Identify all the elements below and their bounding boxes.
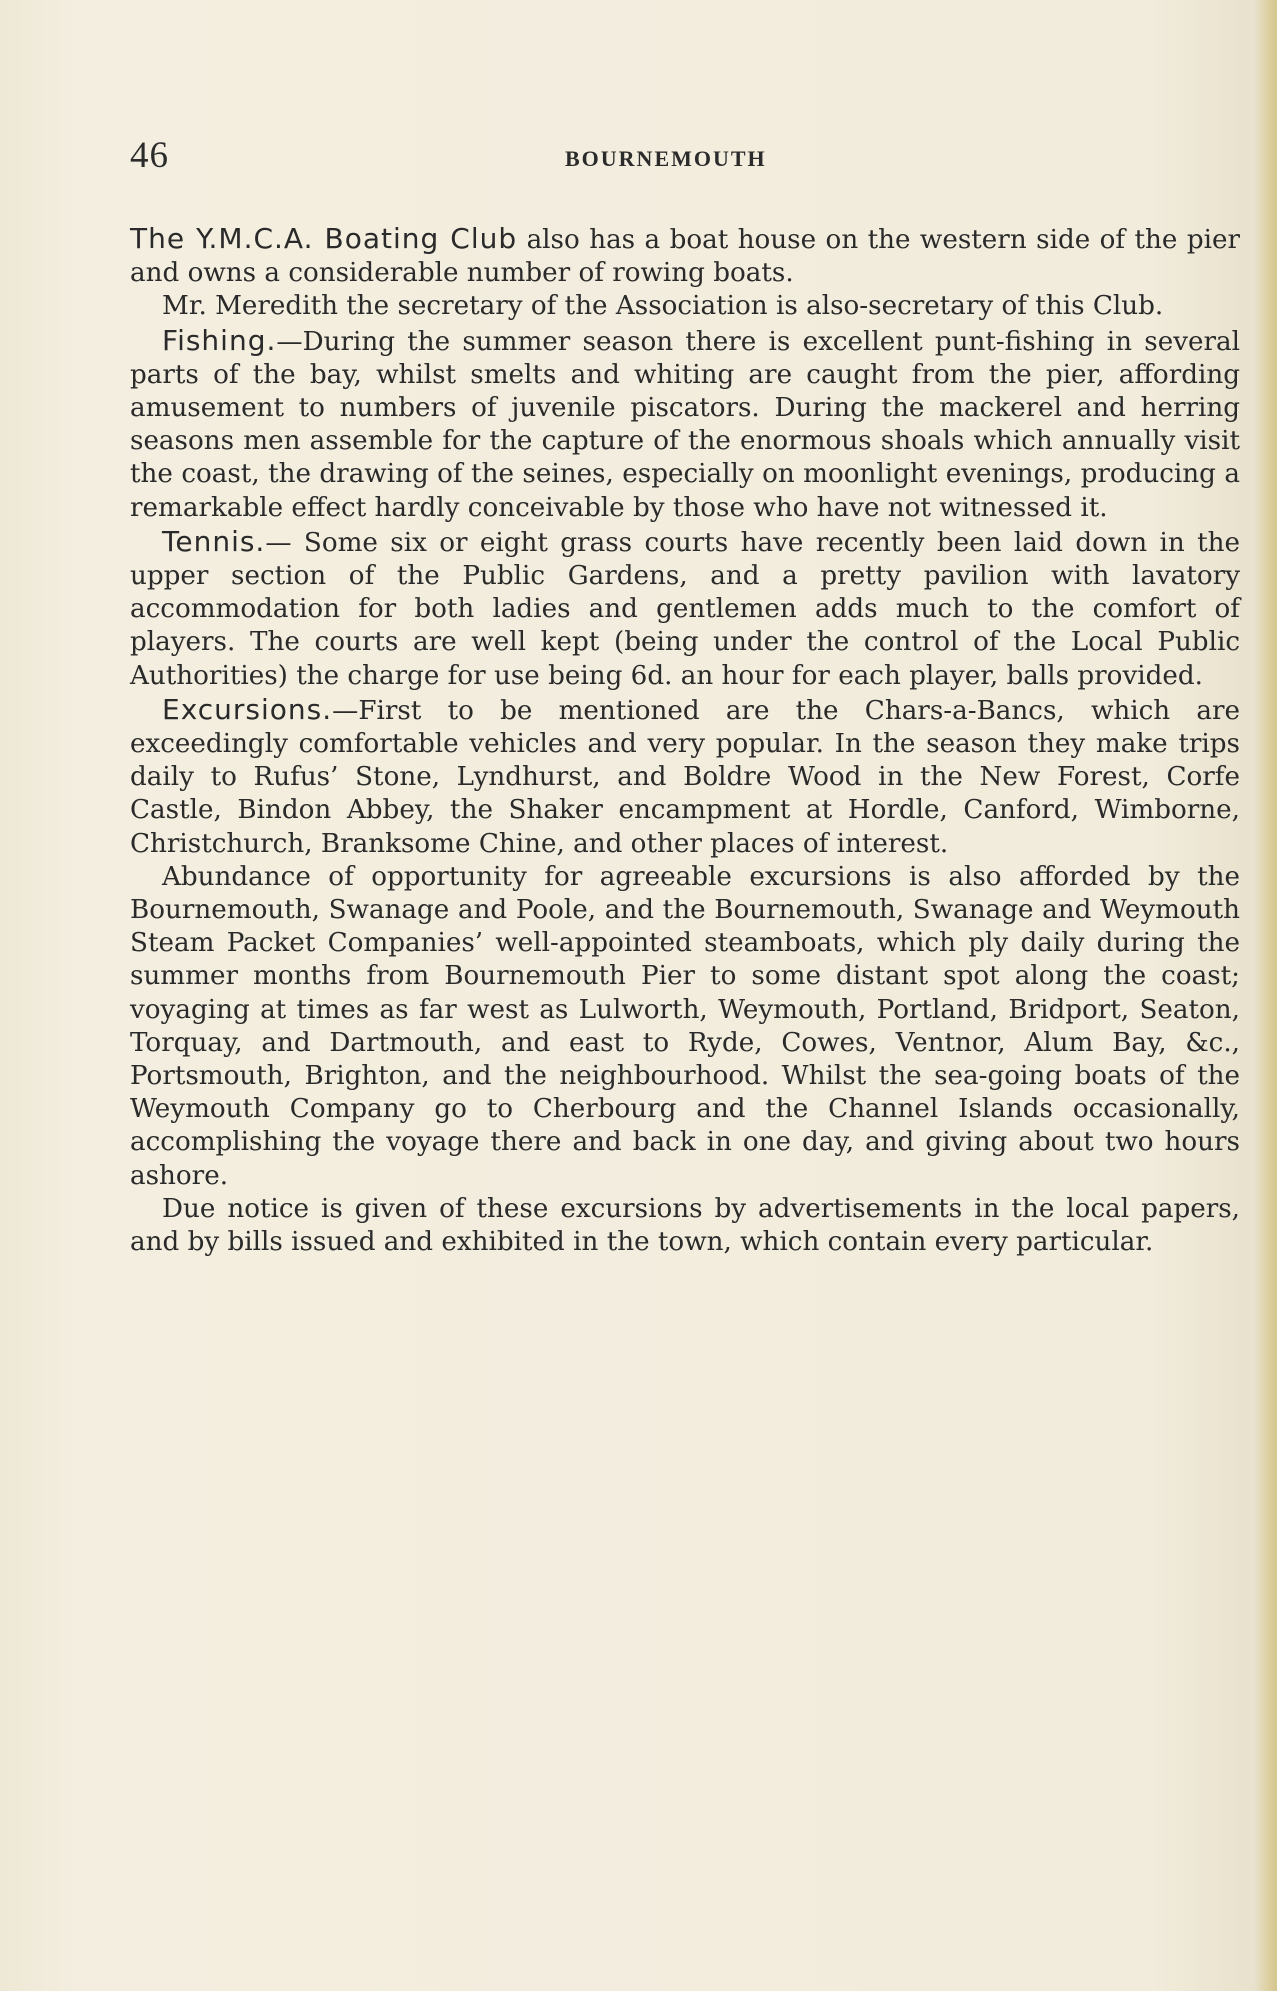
paragraph-text: also has a boat house on the western side of the pier and owns a considerable number of rowing boats. xyxy=(130,225,1240,289)
paragraph-text: Abundance of opportunity for agreeable excursions is also afforded by the Bournemouth, Swanage and Poole, and the Bournemouth, Swanage and Weymouth Steam Packet Companies’ well-appointed steamboats, which ply daily during the summer months from Bournemouth Pier to some distant spot along the coast; voyaging at times as far west as Lulworth, Weymouth, Portland, Bridport, Seaton, Torquay, and Dartmouth, and east to Ryde, Cowes, Ventnor, Alum Bay, &c., Portsmouth, Brighton, and the neighbourhood. Whilst the sea-going boats of the Weymouth Company go to Cherbourg and the Channel Islands occasionally, accomplishing the voyage there and back in one day, and giving about two hours ashore. xyxy=(130,861,1240,1191)
page-header xyxy=(130,110,1240,176)
section-lead: Excursions. xyxy=(162,692,333,726)
paragraph-text: —During the summer season there is excellent punt-fishing in several parts of the bay, whilst smelts and whiting are caught from the pier, affording amusement to numbers of juvenile piscators. During the mackerel and herring seasons men assemble for the capture of the enormous shoals which annually visit the coast, the drawing of the seines, especially on moonlight evenings, producing a remarkable effect hardly conceivable by those who have not witnessed it. xyxy=(130,326,1240,523)
paragraph-due-notice xyxy=(130,1193,1240,1259)
paragraph-ymca-boating-club xyxy=(130,222,1240,290)
running-head: BOURNEMOUTH xyxy=(565,146,767,171)
paragraph-excursions xyxy=(130,693,1240,861)
body-text xyxy=(130,222,1240,1259)
section-lead: Tennis. xyxy=(162,524,266,558)
paragraph-text: Due notice is given of these excursions by advertisements in the local papers, and by bills issued and exhibited in the town, which contain every particular. xyxy=(130,1193,1240,1258)
page-edge-shadow xyxy=(1255,0,1277,1991)
paragraph-tennis xyxy=(130,525,1240,693)
paragraph-text: — Some six or eight grass courts have recently been laid down in the upper section of the Public Gardens, and a pretty pavilion with lavatory accommodation for both ladies and gentlemen adds much to the comfort of players. The courts are well kept (being under the control of the Local Public Authorities) the charge for use being 6d. an hour for each player, balls provided. xyxy=(130,527,1240,691)
paragraph-steamboats xyxy=(130,861,1240,1193)
paragraph-secretary xyxy=(130,290,1240,323)
section-lead: Fishing. xyxy=(162,323,277,357)
section-lead: The Y.M.C.A. Boating Club xyxy=(130,222,518,255)
paragraph-text: —First to be mentioned are the Chars-a-Bancs, which are exceedingly comfortable vehicles and very popular. In the season they make trips daily to Rufus’ Stone, Lyndhurst, and Boldre Wood in the New Forest, Corfe Castle, Bindon Abbey, the Shaker encampment at Hordle, Canford, Wimborne, Christchurch, Branksome Chine, and other places of interest. xyxy=(130,695,1240,859)
page-number: 46 xyxy=(130,135,169,176)
paragraph-text: Mr. Meredith the secretary of the Association is also-secretary of this Club. xyxy=(162,291,1164,322)
paragraph-fishing xyxy=(130,324,1240,525)
